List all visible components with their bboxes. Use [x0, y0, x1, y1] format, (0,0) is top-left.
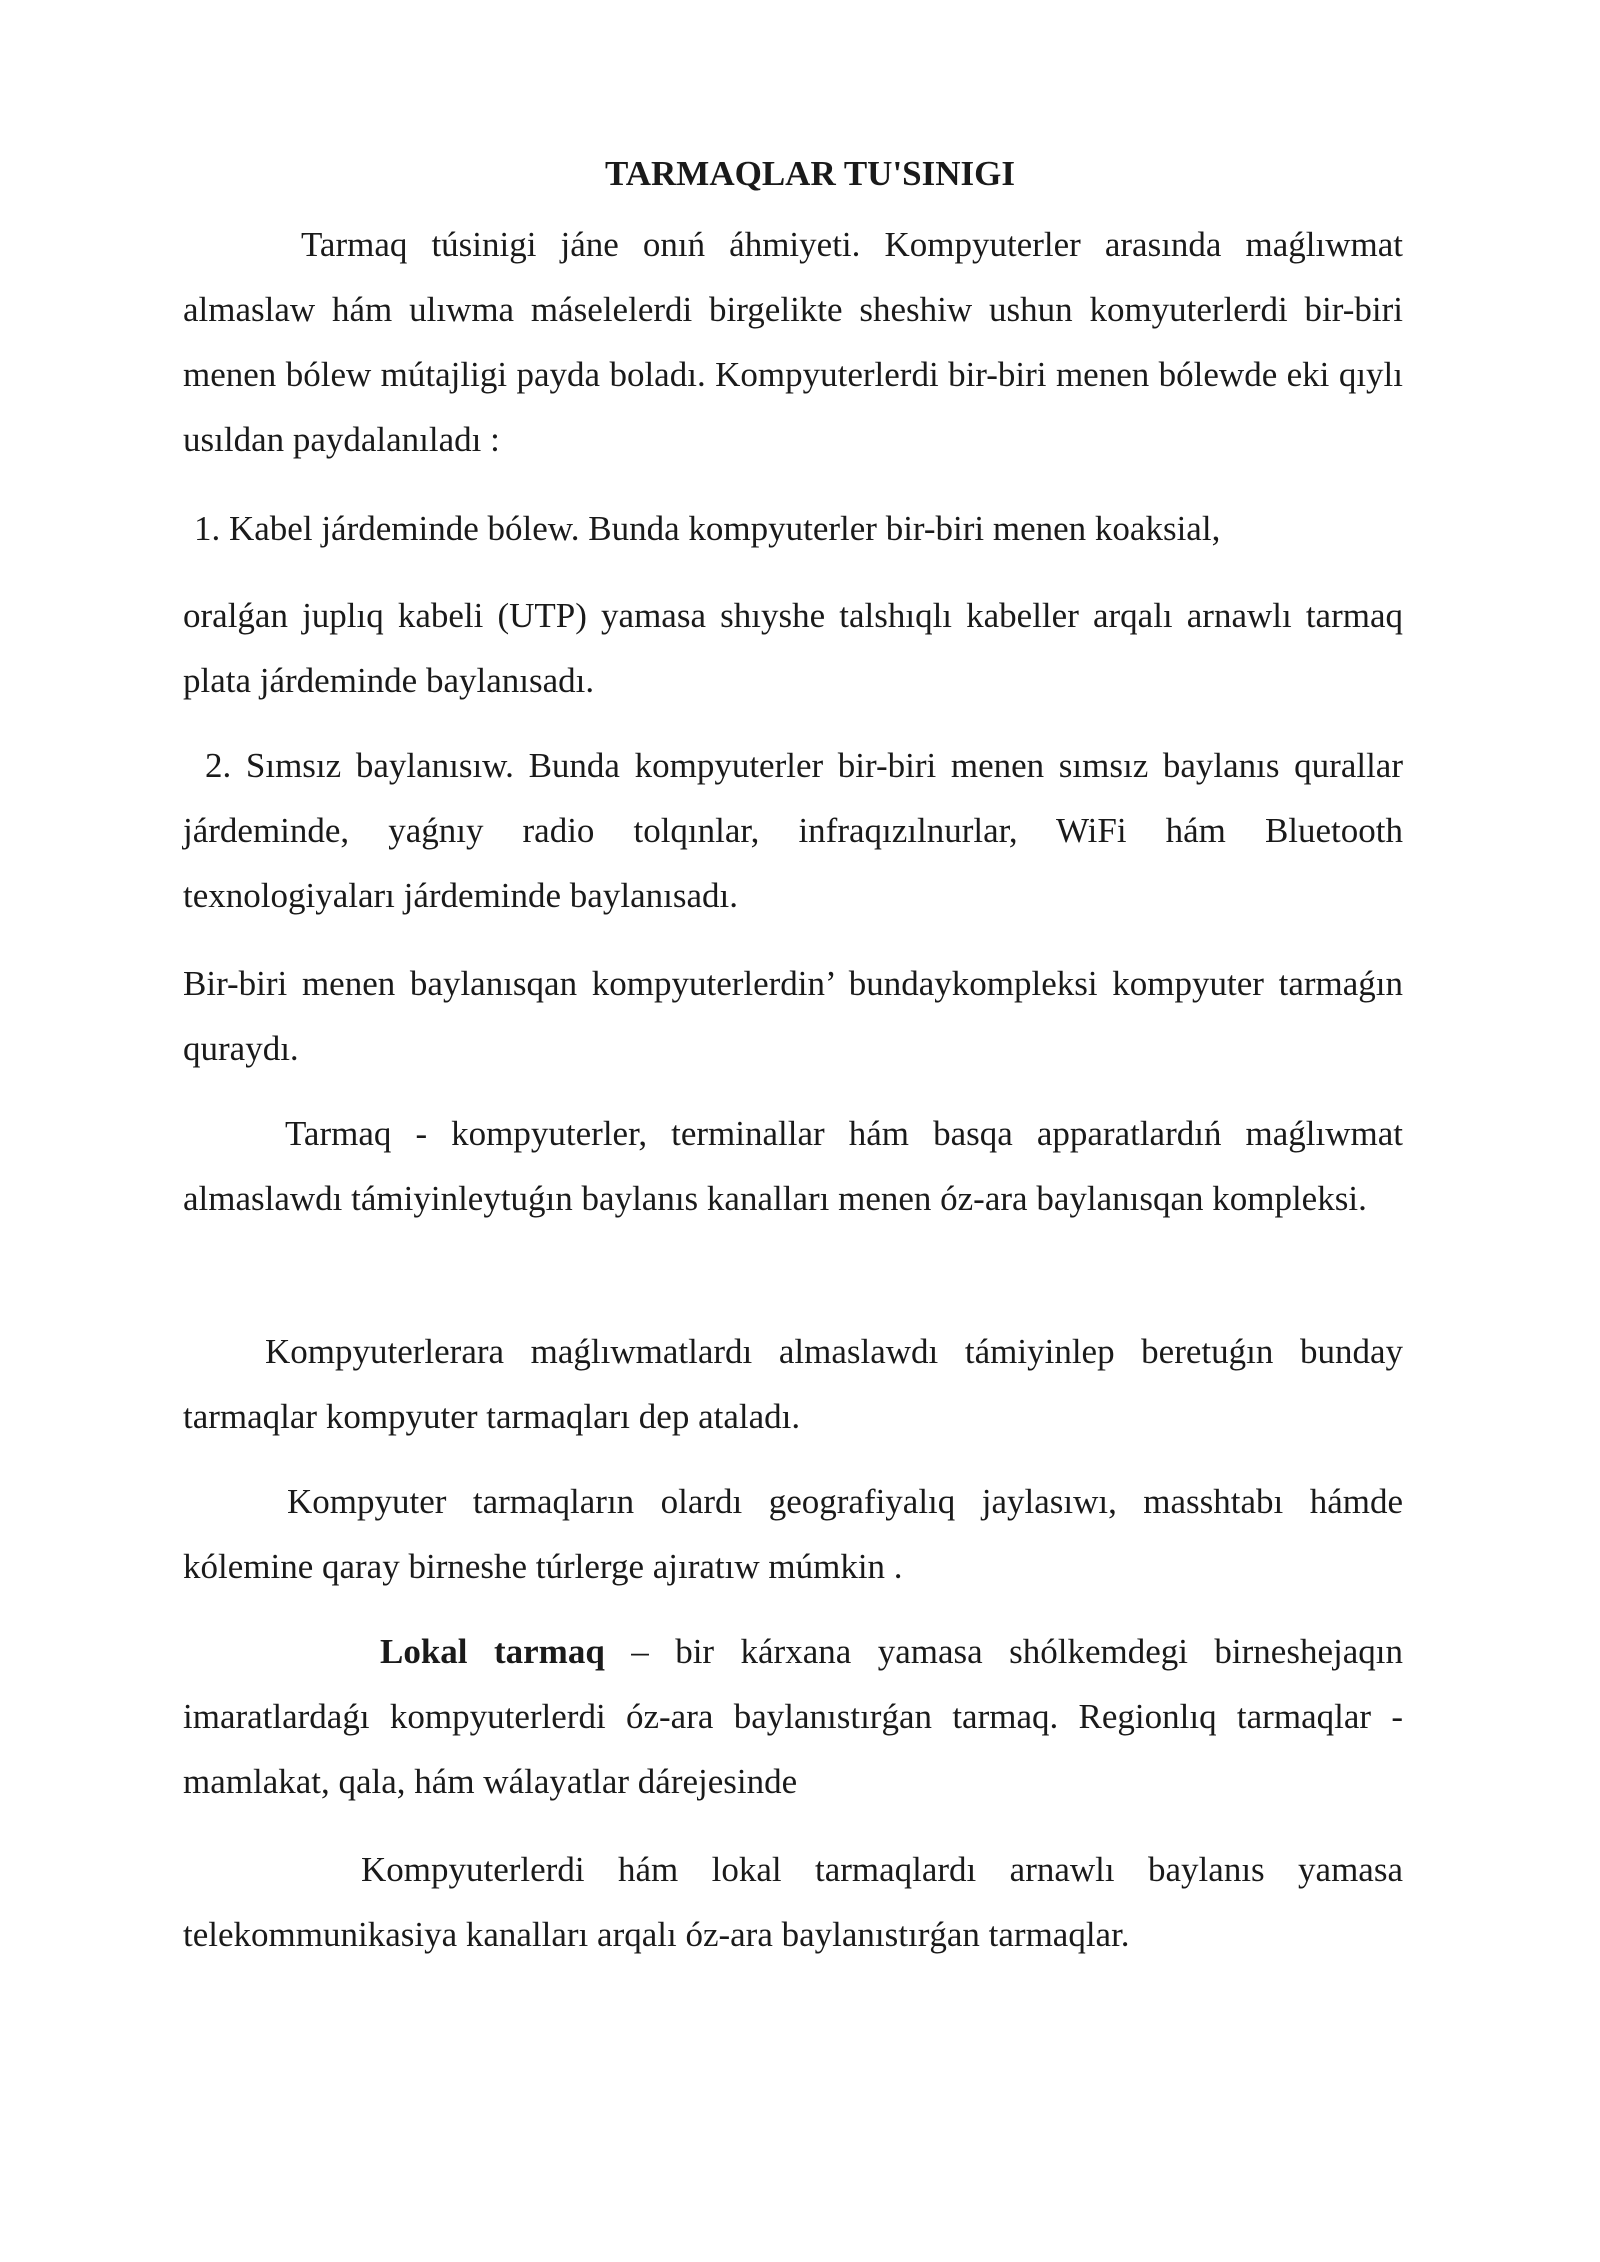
paragraph-computer-networks: Kompyuterlerara maǵlıwmatlardı almaslawdı támiyinlep beretuǵın bunday tarmaqlar kompyuter tarmaqları dep ataladı.: [183, 1332, 1403, 1436]
paragraph-network-types: Kompyuter tarmaqların olardı geografiyalıq jaylasıwı, masshtabı hámde kólemine qaray birneshe túrlerge ajıratıw múmkin .: [183, 1482, 1403, 1586]
paragraph-global-network: Kompyuterlerdi hám lokal tarmaqlardı arnawlı baylanıs yamasa telekommunikasiya kanalları arqalı óz-ara baylanıstırǵan tarmaqlar.: [183, 1850, 1403, 1954]
document-title: TARMAQLAR TU'SINIGI: [604, 154, 1016, 193]
paragraph-network-concept: Tarmaq túsinigi jáne onıń áhmiyeti. Kompyuterler arasında maǵlıwmat almaslaw hám ulıwma máselelerdi birgelikte sheshiw ushun komyuterlerdi bir-biri menen bólew mútajligi payda boladı. Kompyuterlerdi bir-biri menen bólewde eki qıylı usıldan paydalanıladı :: [183, 225, 1403, 459]
term-local-network: Lokal tarmaq: [380, 1632, 605, 1671]
list-item-cable-connection: 1. Kabel járdeminde bólew. Bunda kompyuterler bir-biri menen koaksial,: [194, 509, 1221, 548]
paragraph-local-network: [183, 1619, 1403, 1814]
paragraph-complex: Bir-biri menen baylanısqan kompyuterlerdin’ bundaykompleksi kompyuter tarmaǵın quraydı.: [183, 964, 1403, 1068]
local-network-definition: – bir kárxana yamasa shólkemdegi birneshejaqın imaratlardaǵı kompyuterlerdi óz-ara baylanıstırǵan tarmaq. Regionlıq tarmaqlar -mamlakat, qala, hám wálayatlar dárejesinde: [183, 1632, 1403, 1801]
list-item-wireless-connection: 2. Sımsız baylanısıw. Bunda kompyuterler bir-biri menen sımsız baylanıs qurallar járdeminde, yaǵnıy radio tolqınlar, infraqızılnurlar, WiFi hám Bluetooth texnologiyaları járdeminde baylanısadı.: [183, 746, 1403, 915]
paragraph-network-definition: Tarmaq - kompyuterler, terminallar hám basqa apparatlardıń maǵlıwmat almaslawdı támiyinleytuǵın baylanıs kanalları menen óz-ara baylanısqan kompleksi.: [183, 1114, 1403, 1218]
paragraph-cable-details: oralǵan juplıq kabeli (UTP) yamasa shıyshe talshıqlı kabeller arqalı arnawlı tarmaq plata járdeminde baylanısadı.: [183, 596, 1403, 700]
